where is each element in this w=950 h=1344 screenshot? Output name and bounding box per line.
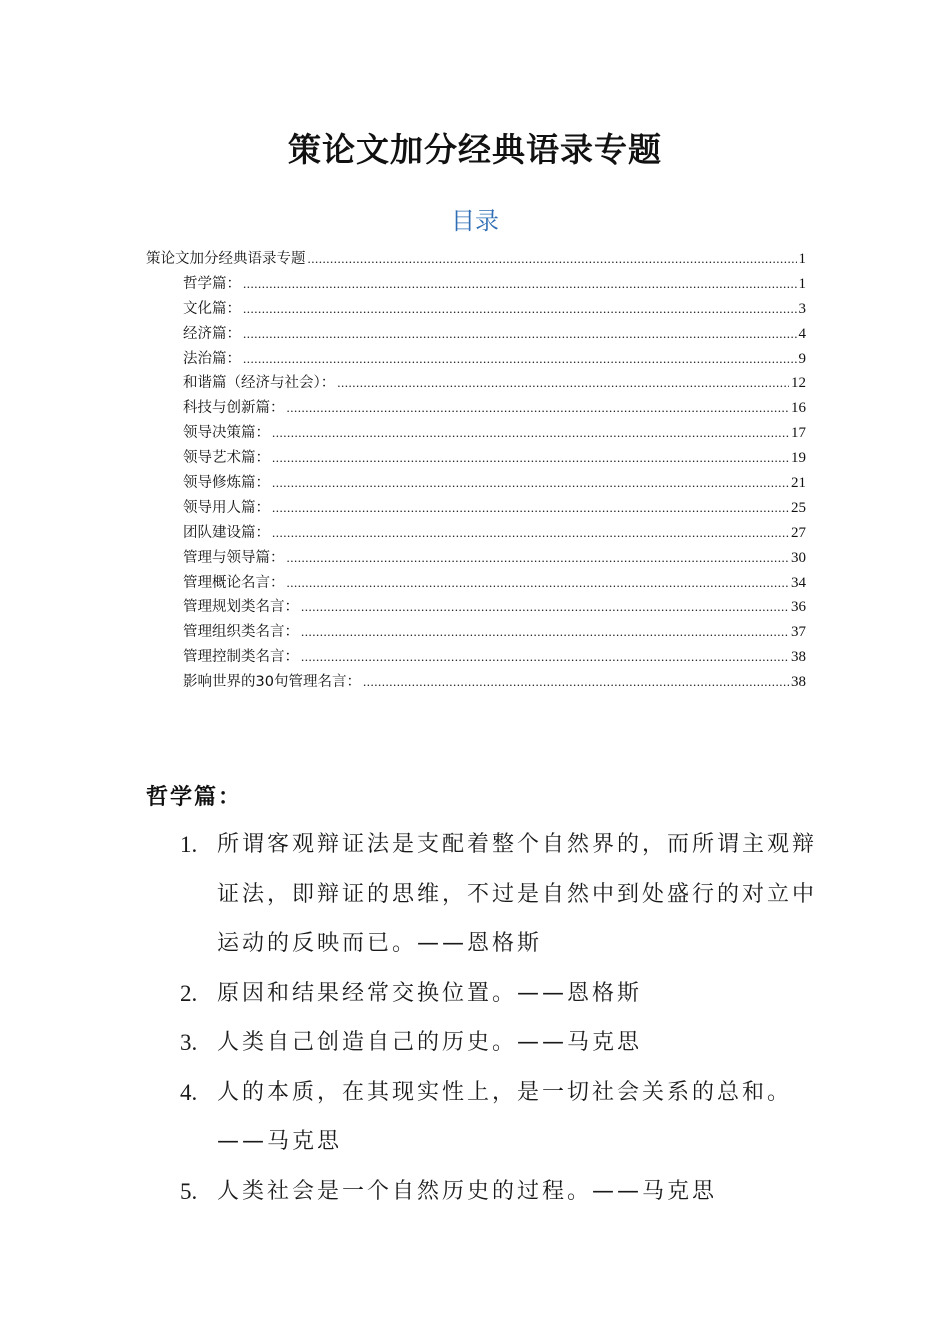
toc-entry[interactable] <box>146 670 806 695</box>
toc-entry[interactable] <box>146 521 806 546</box>
toc-entry-page: 12 <box>791 375 806 392</box>
toc-dot-leader <box>243 351 797 367</box>
quote-number: 5. <box>180 1178 198 1204</box>
quote-item <box>180 1068 820 1167</box>
toc-entry-title: 和谐篇（经济与社会）： <box>183 375 336 392</box>
toc-entry-title: 管理组织类名言： <box>183 624 299 641</box>
toc-dot-leader <box>287 400 790 416</box>
toc-entry-title: 文化篇： <box>183 300 241 317</box>
quote-item <box>180 969 820 1019</box>
toc-entry-title: 领导用人篇： <box>183 499 270 516</box>
quote-item <box>180 1018 820 1068</box>
toc-heading: 目录 <box>451 207 499 235</box>
toc-entry[interactable] <box>146 297 806 322</box>
toc-entry[interactable] <box>146 347 806 372</box>
toc-entry-page: 1 <box>798 275 806 292</box>
quote-item <box>180 820 820 969</box>
toc-entry-title: 领导修炼篇： <box>183 475 270 492</box>
toc-entry[interactable] <box>146 645 806 670</box>
quote-number: 1. <box>180 832 198 857</box>
toc-entry-page: 3 <box>798 300 806 317</box>
quote-text: 人类社会是一个自然历史的过程。——马克思 <box>217 1178 718 1204</box>
toc-entry[interactable] <box>146 371 806 396</box>
toc-entry-title: 哲学篇： <box>183 275 241 292</box>
toc-entry-page: 37 <box>791 624 806 641</box>
toc-dot-leader <box>243 276 797 292</box>
toc-entry-title: 管理与领导篇： <box>183 549 285 566</box>
toc-entry-page: 27 <box>791 524 806 541</box>
toc-dot-leader <box>272 500 789 516</box>
toc-entry[interactable] <box>146 620 806 645</box>
toc-entry-title: 法治篇： <box>183 350 241 367</box>
toc-dot-leader <box>337 375 789 391</box>
toc-dot-leader <box>301 649 789 665</box>
toc-entry-title: 影响世界的30句管理名言： <box>183 674 361 691</box>
quote-text: 所谓客观辩证法是支配着整个自然界的，而所谓主观辩证法，即辩证的思维，不过是自然中到处盛行的对立中运动的反映而已。——恩格斯 <box>217 832 818 956</box>
toc-entry-page: 9 <box>798 350 806 367</box>
quote-text: 原因和结果经常交换位置。——恩格斯 <box>217 980 643 1006</box>
toc-entry[interactable] <box>146 471 806 496</box>
toc-entry[interactable] <box>146 446 806 471</box>
toc-entry-page: 4 <box>798 325 806 342</box>
toc-entry-title: 管理概论名言： <box>183 574 285 591</box>
quote-item <box>180 1167 820 1217</box>
toc-dot-leader <box>308 251 797 267</box>
quote-number: 4. <box>180 1079 198 1105</box>
toc-dot-leader <box>301 599 789 615</box>
toc-entry-page: 38 <box>791 649 806 666</box>
toc-dot-leader <box>301 624 789 640</box>
quote-number: 2. <box>180 980 198 1006</box>
toc-entry-page: 17 <box>791 425 806 442</box>
toc-entry-page: 34 <box>791 574 806 591</box>
toc-entry-title: 领导艺术篇： <box>183 450 270 467</box>
toc-entry-title: 策论文加分经典语录专题 <box>146 251 306 267</box>
toc-entry-page: 25 <box>791 499 806 516</box>
toc-dot-leader <box>287 575 790 591</box>
toc-entry[interactable] <box>146 595 806 620</box>
toc-entry-title: 科技与创新篇： <box>183 400 285 417</box>
toc-dot-leader <box>272 525 789 541</box>
toc-entry-page: 1 <box>798 251 806 267</box>
toc-entry[interactable] <box>146 247 806 272</box>
toc-entry-page: 30 <box>791 549 806 566</box>
quote-text: 人类自己创造自己的历史。——马克思 <box>217 1030 643 1055</box>
table-of-contents <box>146 247 806 695</box>
quote-text: 人的本质，在其现实性上，是一切社会关系的总和。——马克思 <box>217 1079 793 1154</box>
document-title: 策论文加分经典语录专题 <box>288 130 662 169</box>
quote-list <box>180 820 820 1216</box>
toc-entry-page: 16 <box>791 400 806 417</box>
toc-entry-title: 管理规划类名言： <box>183 599 299 616</box>
toc-entry-title: 领导决策篇： <box>183 425 270 442</box>
quote-number: 3. <box>180 1030 198 1055</box>
toc-entry-title: 团队建设篇： <box>183 524 270 541</box>
section-heading: 哲学篇： <box>146 784 243 810</box>
toc-entry-title: 管理控制类名言： <box>183 649 299 666</box>
toc-dot-leader <box>272 450 789 466</box>
toc-entry[interactable] <box>146 272 806 297</box>
toc-dot-leader <box>363 674 789 690</box>
toc-entry-page: 21 <box>791 475 806 492</box>
toc-entry[interactable] <box>146 396 806 421</box>
toc-entry[interactable] <box>146 546 806 571</box>
toc-dot-leader <box>272 475 789 491</box>
toc-dot-leader <box>243 301 797 317</box>
toc-entry[interactable] <box>146 322 806 347</box>
toc-dot-leader <box>272 425 789 441</box>
toc-dot-leader <box>287 550 790 566</box>
toc-entry-page: 19 <box>791 450 806 467</box>
toc-entry[interactable] <box>146 421 806 446</box>
toc-dot-leader <box>243 326 797 342</box>
toc-entry-page: 36 <box>791 599 806 616</box>
toc-entry[interactable] <box>146 571 806 596</box>
toc-entry-title: 经济篇： <box>183 325 241 342</box>
toc-entry-page: 38 <box>791 674 806 691</box>
toc-entry[interactable] <box>146 496 806 521</box>
